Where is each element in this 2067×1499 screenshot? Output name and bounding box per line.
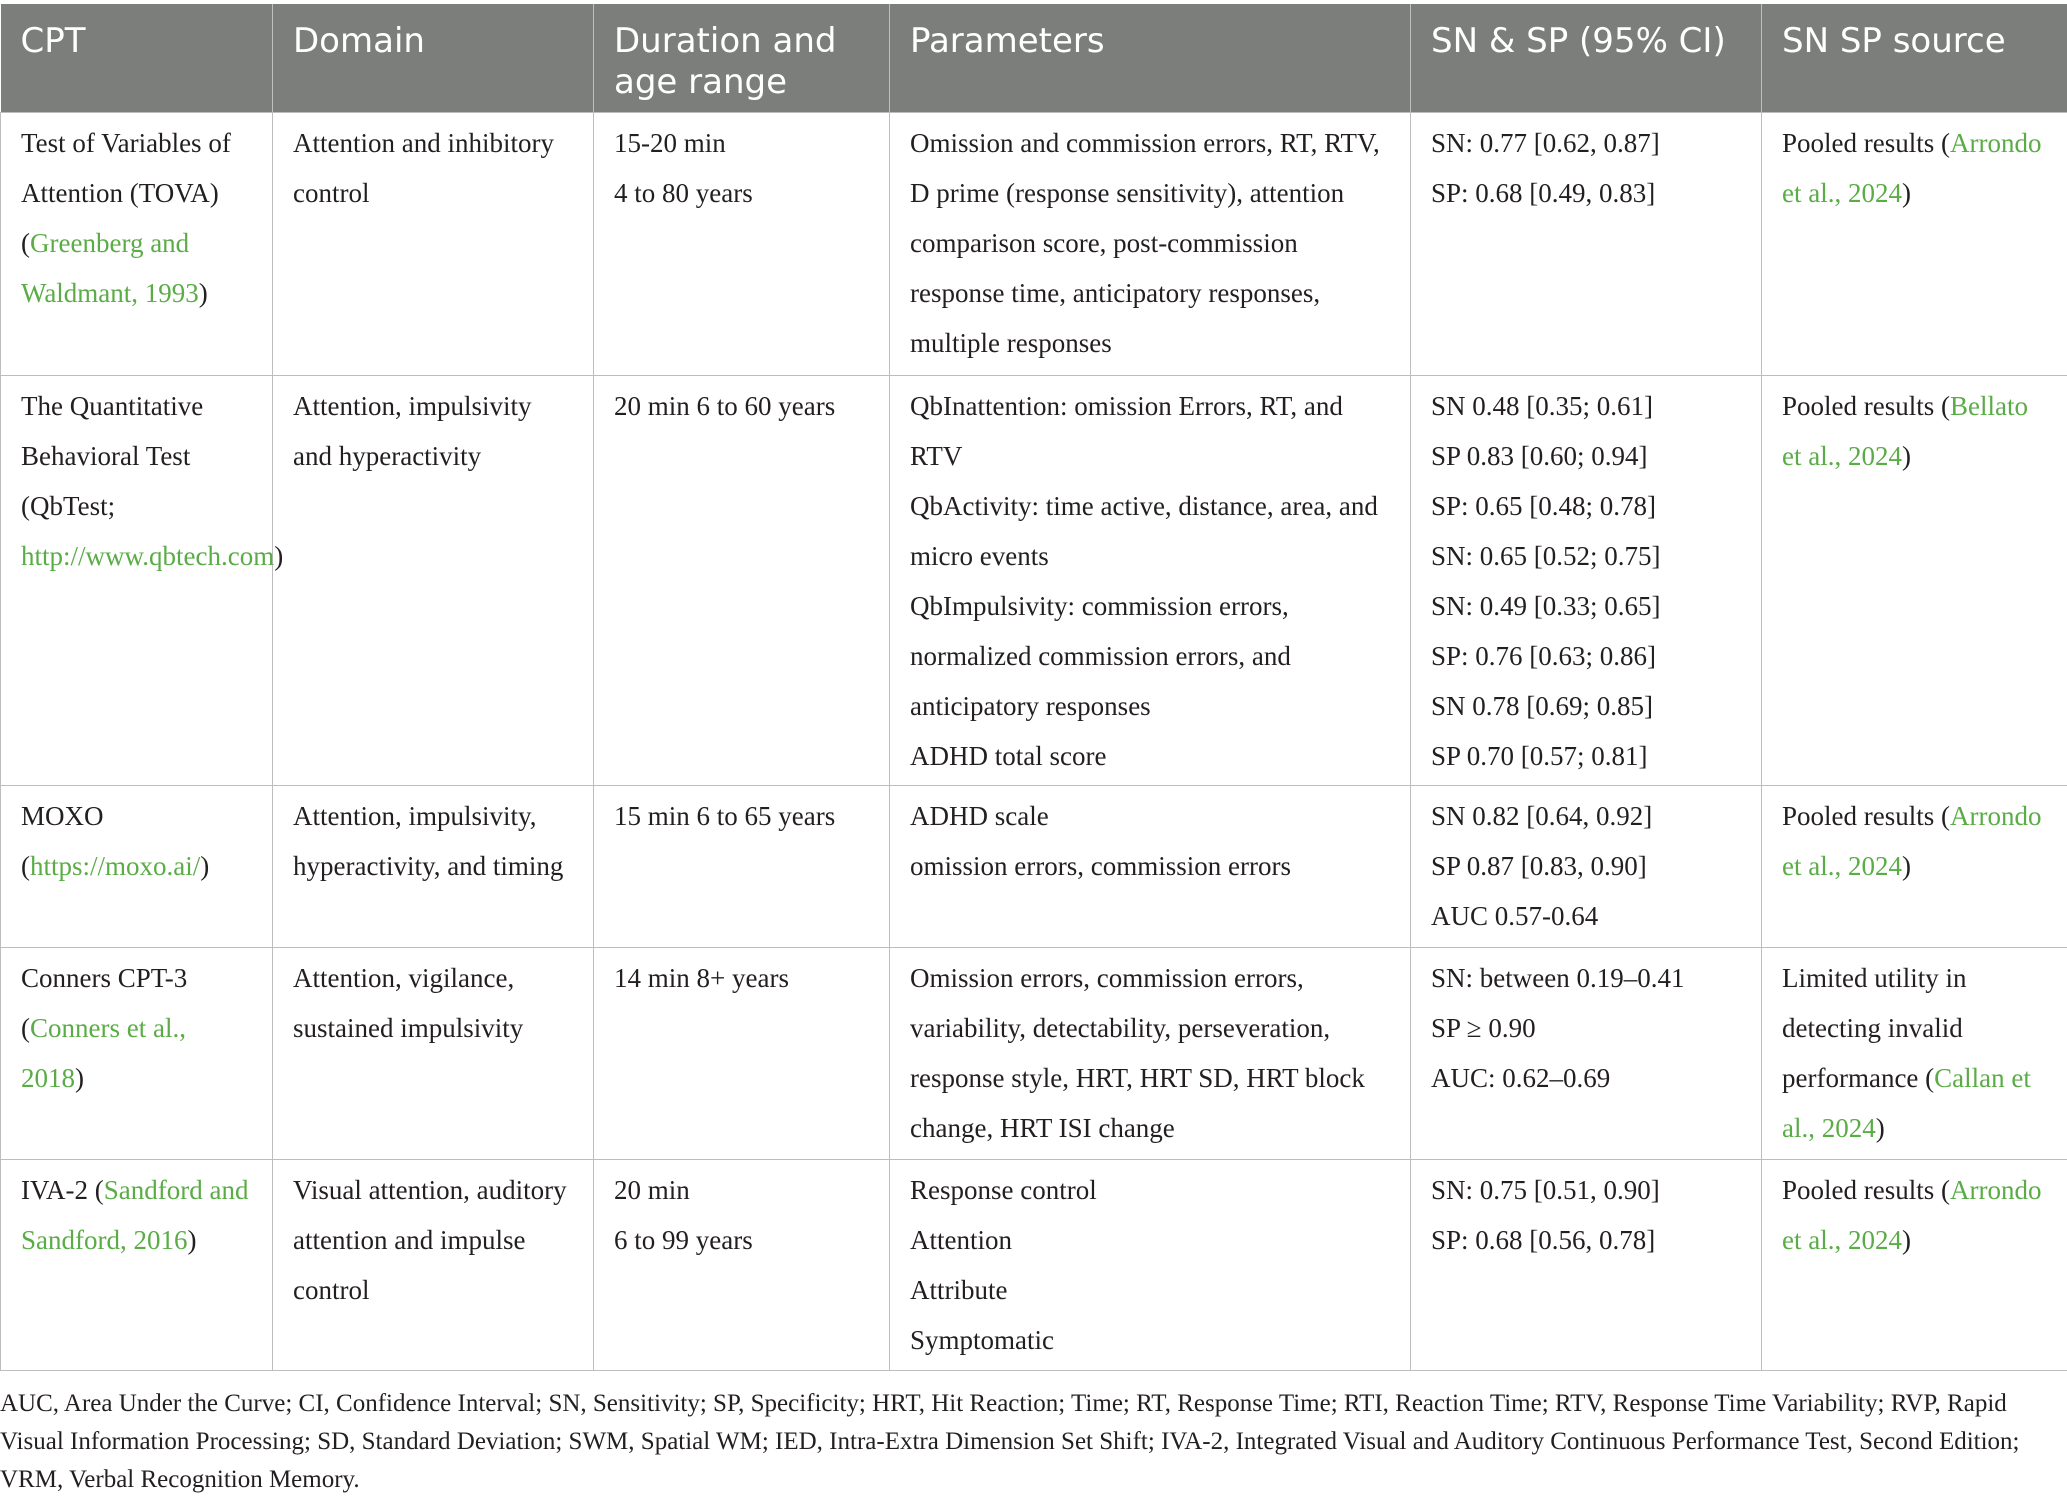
- table-row: [1, 1160, 2067, 1371]
- domain-cell: Attention, vigilance, sustained impulsivity: [273, 948, 594, 1160]
- parameters-cell: ADHD scale omission errors, commission errors: [890, 786, 1411, 948]
- cpt-cell: Conners CPT-3 (Conners et al., 2018): [1, 948, 273, 1160]
- header-parameters: Parameters: [890, 4, 1411, 113]
- citation-link[interactable]: Arrondo et al., 2024: [1782, 128, 2042, 208]
- source-cell: Pooled results (Arrondo et al., 2024): [1762, 113, 2067, 376]
- source-cell: Pooled results (Bellato et al., 2024): [1762, 376, 2067, 786]
- sn-sp-cell: SN: 0.77 [0.62, 0.87] SP: 0.68 [0.49, 0.83]: [1411, 113, 1762, 376]
- table-row: [1, 948, 2067, 1160]
- header-cpt: CPT: [1, 4, 273, 113]
- citation-link[interactable]: Sandford and Sandford, 2016: [21, 1175, 249, 1255]
- header-source: SN SP source: [1762, 4, 2067, 113]
- duration-cell: 15-20 min 4 to 80 years: [594, 113, 890, 376]
- citation-link[interactable]: Arrondo et al., 2024: [1782, 801, 2042, 881]
- url-link[interactable]: https://moxo.ai/: [30, 851, 201, 881]
- domain-cell: Attention and inhibitory control: [273, 113, 594, 376]
- cpt-cell: MOXO (https://moxo.ai/): [1, 786, 273, 948]
- header-row: [1, 4, 2067, 113]
- parameters-cell: QbInattention: omission Errors, RT, and RTV QbActivity: time active, distance, area, and micro events QbImpulsivity: commission errors, normalized commission errors, and anticipatory responses ADHD total score: [890, 376, 1411, 786]
- parameters-cell: Omission and commission errors, RT, RTV, D prime (response sensitivity), attention comparison score, post-commission response time, anticipatory responses, multiple responses: [890, 113, 1411, 376]
- citation-link[interactable]: Conners et al., 2018: [21, 1013, 186, 1093]
- sn-sp-cell: SN: between 0.19–0.41 SP ≥ 0.90 AUC: 0.62–0.69: [1411, 948, 1762, 1160]
- cpt-table: [0, 4, 2067, 1371]
- duration-cell: 14 min 8+ years: [594, 948, 890, 1160]
- citation-link[interactable]: Greenberg and Waldmant, 1993: [21, 228, 199, 308]
- sn-sp-cell: SN: 0.75 [0.51, 0.90] SP: 0.68 [0.56, 0.78]: [1411, 1160, 1762, 1371]
- source-cell: Limited utility in detecting invalid performance (Callan et al., 2024): [1762, 948, 2067, 1160]
- source-cell: Pooled results (Arrondo et al., 2024): [1762, 1160, 2067, 1371]
- citation-link[interactable]: Arrondo et al., 2024: [1782, 1175, 2042, 1255]
- domain-cell: Visual attention, auditory attention and impulse control: [273, 1160, 594, 1371]
- duration-cell: 15 min 6 to 65 years: [594, 786, 890, 948]
- table-row: [1, 786, 2067, 948]
- domain-cell: Attention, impulsivity, hyperactivity, and timing: [273, 786, 594, 948]
- cpt-cell: Test of Variables of Attention (TOVA) (Greenberg and Waldmant, 1993): [1, 113, 273, 376]
- duration-cell: 20 min 6 to 60 years: [594, 376, 890, 786]
- citation-link[interactable]: Bellato et al., 2024: [1782, 391, 2028, 471]
- citation-link[interactable]: Callan et al., 2024: [1782, 1063, 2031, 1143]
- table-row: [1, 376, 2067, 786]
- sn-sp-cell: SN 0.82 [0.64, 0.92] SP 0.87 [0.83, 0.90] AUC 0.57-0.64: [1411, 786, 1762, 948]
- header-sn-sp: SN & SP (95% CI): [1411, 4, 1762, 113]
- header-domain: Domain: [273, 4, 594, 113]
- source-cell: Pooled results (Arrondo et al., 2024): [1762, 786, 2067, 948]
- cpt-cell: The Quantitative Behavioral Test (QbTest; http://www.qbtech.com): [1, 376, 273, 786]
- parameters-cell: Omission errors, commission errors, variability, detectability, perseveration, response style, HRT, HRT SD, HRT block change, HRT ISI change: [890, 948, 1411, 1160]
- table-footnote: AUC, Area Under the Curve; CI, Confidence Interval; SN, Sensitivity; SP, Specificity; HRT, Hit Reaction; Time; RT, Response Time; RTI, Reaction Time; RTV, Response Time Variability; RVP, Rapid Visual Information Processing; SD, Standard Deviation; SWM, Spatial WM; IED, Intra-Extra Dimension Set Shift; IVA-2, Integrated Visual and Auditory Continuous Performance Test, Second Edition; VRM, Verbal Recognition Memory.: [0, 1390, 2020, 1493]
- domain-cell: Attention, impulsivity and hyperactivity: [273, 376, 594, 786]
- parameters-cell: Response control Attention Attribute Symptomatic: [890, 1160, 1411, 1371]
- sn-sp-cell: SN 0.48 [0.35; 0.61] SP 0.83 [0.60; 0.94] SP: 0.65 [0.48; 0.78] SN: 0.65 [0.52; 0.75] SN: 0.49 [0.33; 0.65] SP: 0.76 [0.63; 0.86] SN 0.78 [0.69; 0.85] SP 0.70 [0.57; 0.81]: [1411, 376, 1762, 786]
- table-row: [1, 113, 2067, 376]
- duration-cell: 20 min 6 to 99 years: [594, 1160, 890, 1371]
- cpt-cell: IVA-2 (Sandford and Sandford, 2016): [1, 1160, 273, 1371]
- header-duration: Duration and age range: [594, 4, 890, 113]
- url-link[interactable]: http://www.qbtech.com: [21, 541, 275, 571]
